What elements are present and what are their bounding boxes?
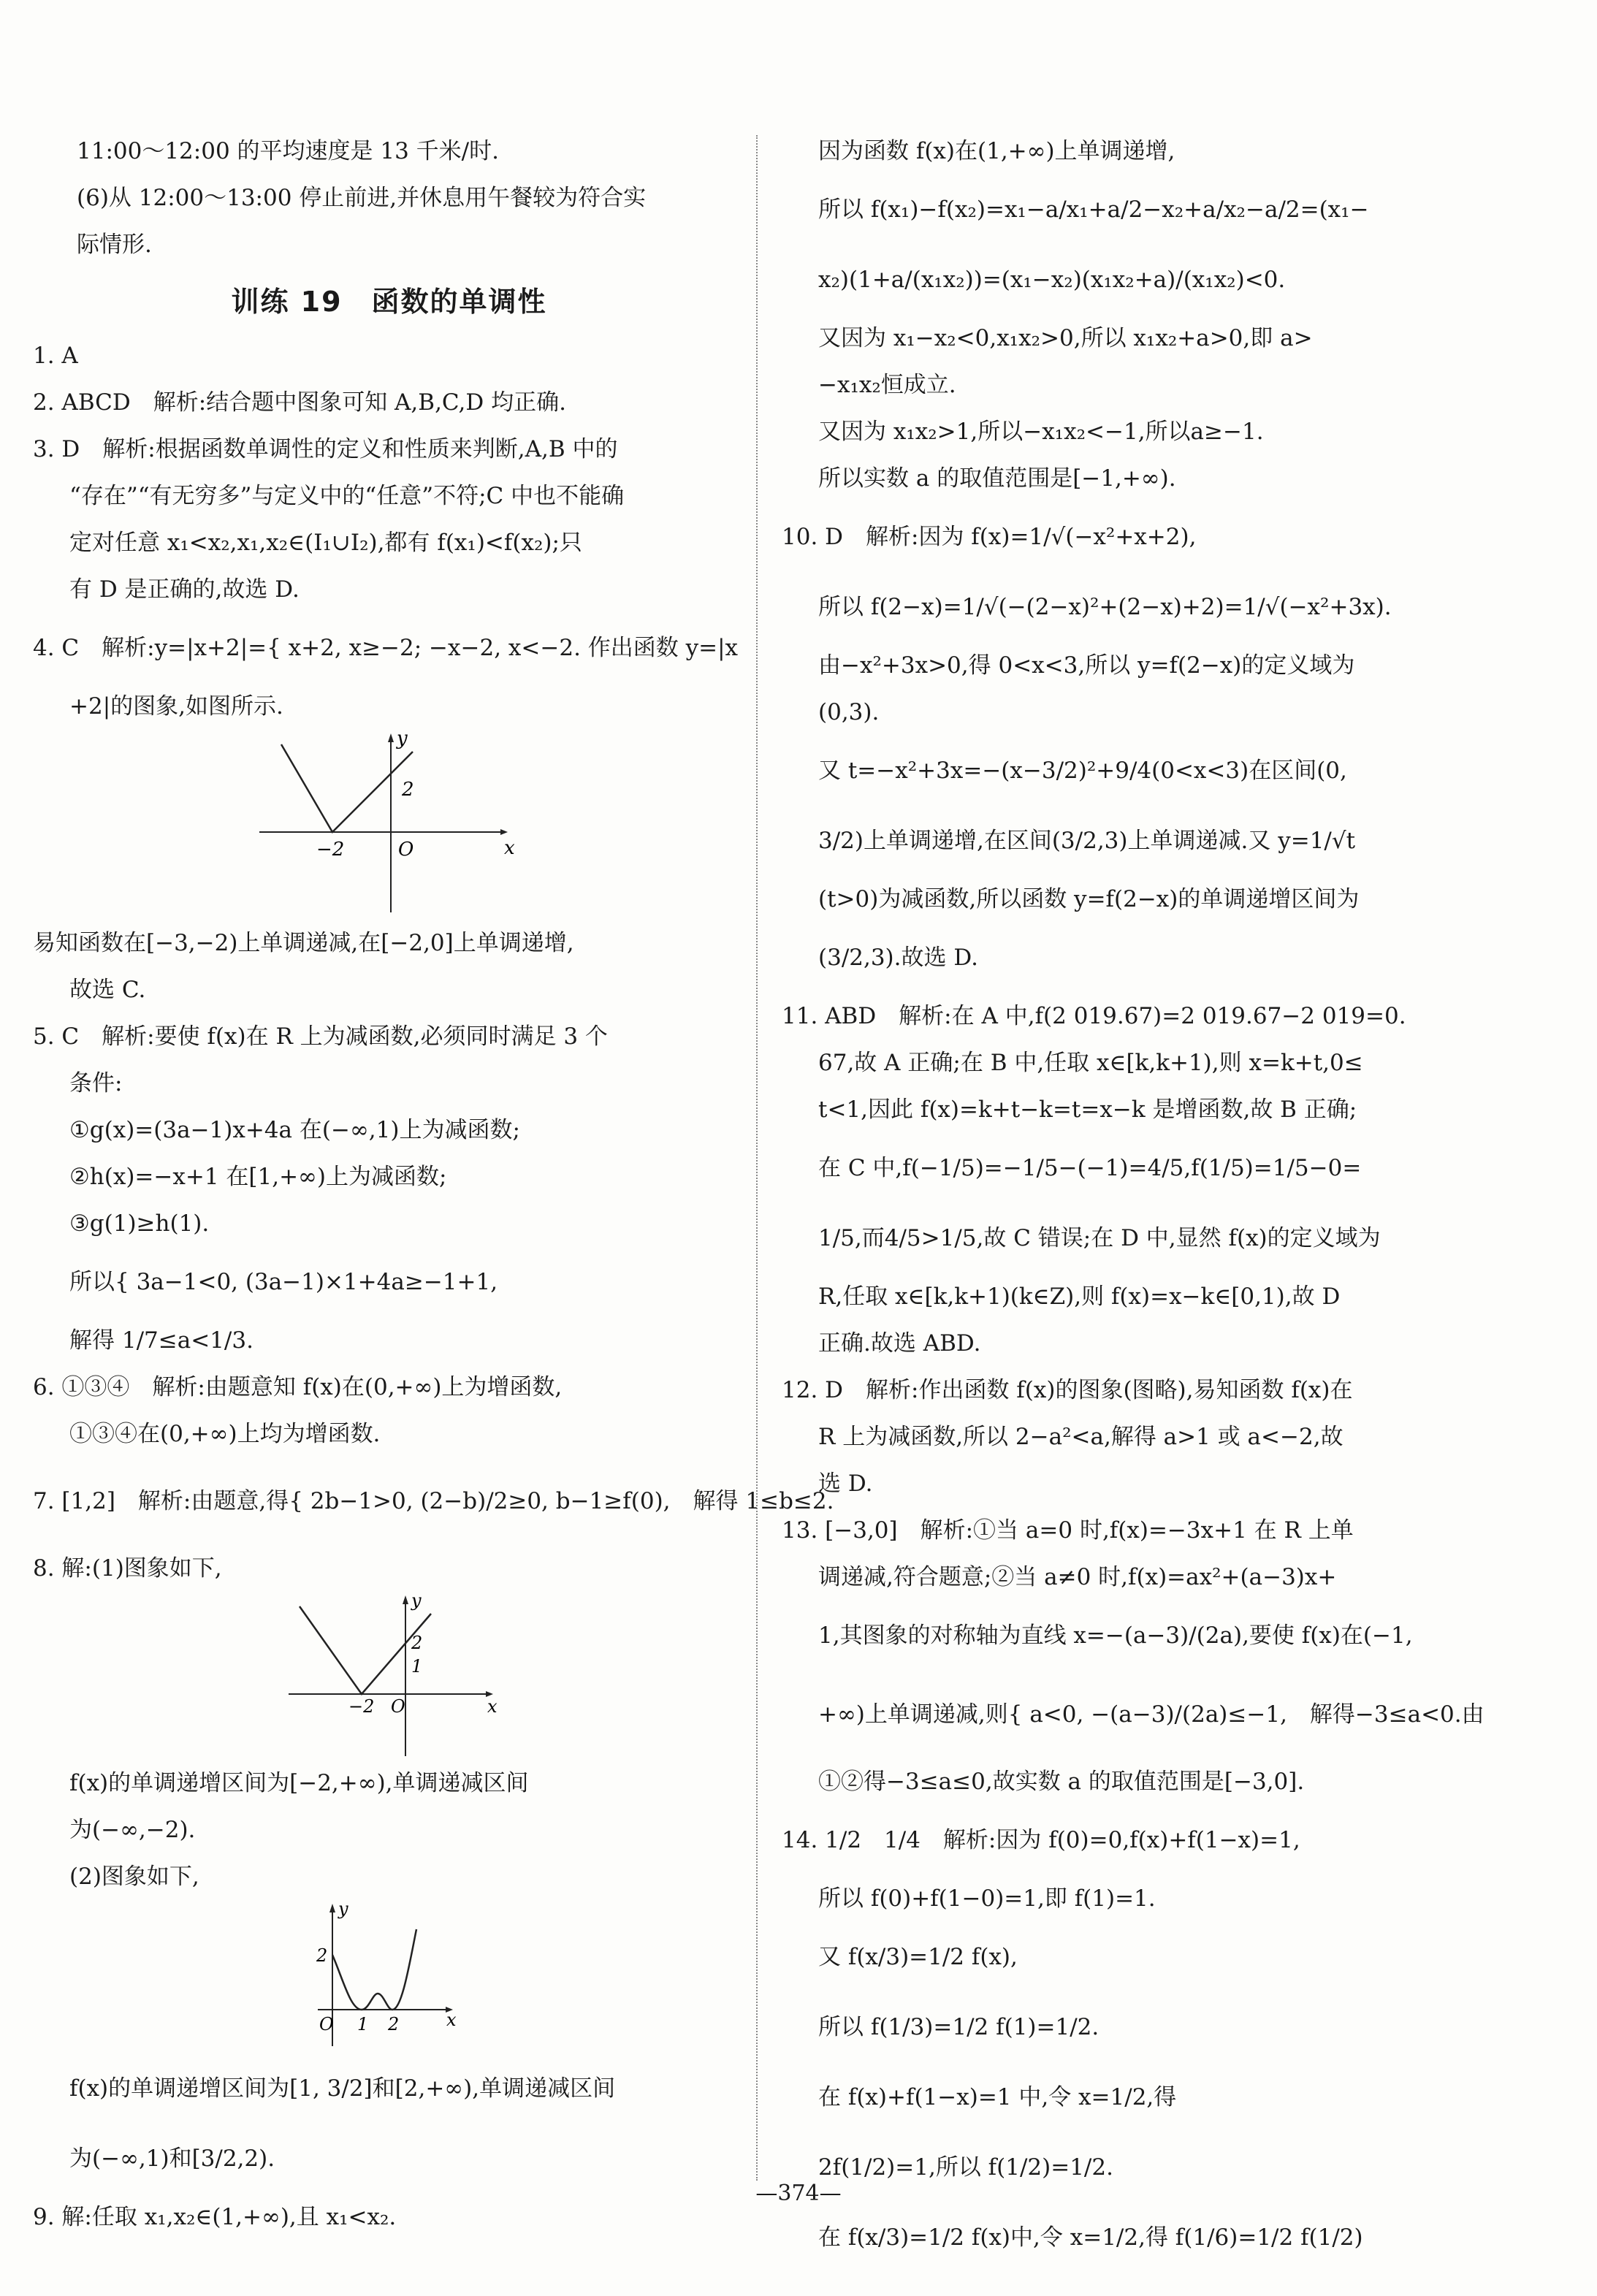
answer-7: 7. [1,2] 解析:由题意,得{ 2b−1>0, (2−b)/2≥0, b−1≥f(0), 解得 1≤b≤2. [33,1488,834,1514]
tick-label: 2 [388,2014,400,2034]
function-curve [281,744,413,832]
tick-label: −2 [316,839,345,861]
answer-11-line: R,任取 x∈[k,k+1)(k∈Z),则 f(x)=x−k∈[0,1),故 D [818,1284,1341,1310]
y-axis-arrow [329,1904,335,1912]
right-column [782,128,1505,2273]
answer-11-line: 11. ABD 解析:在 A 中,f(2 019.67)=2 019.67−2 019=0. [782,1003,1406,1029]
answer-13-line: ①②得−3≤a≤0,故实数 a 的取值范围是[−3,0]. [818,1769,1305,1795]
answer-5-line: 条件: [69,1070,123,1096]
origin-label: O [391,1696,405,1717]
answer-14-line: 又 f(x/3)=1/2 f(x), [818,1944,1018,1970]
y-axis-arrow [403,1595,408,1604]
tick-label: 2 [402,779,414,801]
answer-11-line: 1/5,而4/5>1/5,故 C 错误;在 D 中,显然 f(x)的定义域为 [818,1225,1381,1251]
answer-14-line: 在 f(x/3)=1/2 f(x)中,令 x=1/2,得 f(1/6)=1/2 f(1/2) [818,2224,1363,2251]
y-label: y [411,1592,422,1611]
answer-11-line: 67,故 A 正确;在 B 中,任取 x∈[k,k+1),则 x=k+t,0≤ [818,1050,1363,1076]
answer-10-line: (3/2,3).故选 D. [818,945,978,971]
y-label: y [338,1900,348,1919]
answer-14-line: 所以 f(1/3)=1/2 f(1)=1/2. [818,2014,1099,2040]
answer-3-line: 有 D 是正确的,故选 D. [69,576,300,603]
x-label: x [446,2010,457,2030]
answer-10-line: 10. D 解析:因为 f(x)=1/√(−x²+x+2), [782,524,1197,550]
answer-5-line: ②h(x)=−x+1 在[1,+∞)上为减函数; [69,1164,447,1190]
answer-12-line: R 上为减函数,所以 2−a²<a,解得 a>1 或 a<−2,故 [818,1424,1343,1450]
answer-2: 2. ABCD 解析:结合题中图象可知 A,B,C,D 均正确. [33,389,566,416]
answer-1: 1. A [33,343,78,369]
answer-10-line: 3/2)上单调递增,在区间(3/2,3)上单调递减.又 y=1/√t [818,828,1356,854]
answer-3-line: 定对任意 x₁<x₂,x₁,x₂∈(I₁∪I₂),都有 f(x₁)<f(x₂);只 [69,530,582,556]
tick-label: 1 [357,2014,369,2034]
answer-5-line: 5. C 解析:要使 f(x)在 R 上为减函数,必须同时满足 3 个 [33,1023,608,1050]
x-label: x [504,837,515,859]
text-line: 11:00～12:00 的平均速度是 13 千米/时. [77,138,499,164]
answer-3-line: “存在”“有无穷多”与定义中的“任意”不符;C 中也不能确 [69,483,625,509]
answer-12-line: 选 D. [818,1471,873,1497]
answer-8-line: (2)图象如下, [69,1864,199,1890]
answer-11-line: t<1,因此 f(x)=k+t−k=t=x−k 是增函数,故 B 正确; [818,1096,1357,1123]
graph-1-svg [252,730,515,920]
answer-9-line: 所以 f(x₁)−f(x₂)=x₁−a/x₁+a/2−x₂+a/x₂−a/2=(x₁− [818,197,1369,223]
text-line: (6)从 12:00～13:00 停止前进,并休息用午餐较为符合实 [77,185,647,211]
answer-14-line: 14. 1/2 1/4 解析:因为 f(0)=0,f(x)+f(1−x)=1, [782,1827,1300,1853]
answer-11-line: 正确.故选 ABD. [818,1330,981,1357]
text-line: 际情形. [77,232,152,258]
answer-5-line: ①g(x)=(3a−1)x+4a 在(−∞,1)上为减函数; [69,1117,520,1143]
tick-label: −2 [348,1696,375,1717]
origin-label: O [319,2014,334,2034]
answer-6-line: 6. ①③④ 解析:由题意知 f(x)在(0,+∞)上为增函数, [33,1374,563,1400]
answer-10-line: (t>0)为减函数,所以函数 y=f(2−x)的单调递增区间为 [818,886,1360,912]
answer-3-line: 3. D 解析:根据函数单调性的定义和性质来判断,A,B 中的 [33,436,618,462]
answer-8-line: 为(−∞,1)和[3/2,2). [69,2146,275,2172]
answer-10-line: 由−x²+3x>0,得 0<x<3,所以 y=f(2−x)的定义域为 [818,652,1355,679]
answer-6-line: ①③④在(0,+∞)上均为增函数. [69,1421,381,1447]
graph-3-svg [310,1900,457,2053]
answer-9-line: 又因为 x₁x₂>1,所以−x₁x₂<−1,所以a≥−1. [818,419,1264,445]
answer-12-line: 12. D 解析:作出函数 f(x)的图象(图略),易知函数 f(x)在 [782,1377,1353,1403]
answer-14-line: 所以 f(0)+f(1−0)=1,即 f(1)=1. [818,1885,1156,1912]
answer-9-line: 又因为 x₁−x₂<0,x₁x₂>0,所以 x₁x₂+a>0,即 a> [818,325,1313,351]
function-curve [332,1929,416,2010]
answer-8-line: 8. 解:(1)图象如下, [33,1555,222,1582]
tick-label: 1 [411,1656,423,1677]
answer-4-line: 易知函数在[−3,−2)上单调递减,在[−2,0]上单调递增, [33,930,574,956]
answer-9-line: x₂)(1+a/(x₁x₂))=(x₁−x₂)(x₁x₂+a)/(x₁x₂)<0. [818,267,1286,293]
x-axis-arrow [500,829,508,835]
answer-11-line: 在 C 中,f(−1/5)=−1/5−(−1)=4/5,f(1/5)=1/5−0= [818,1155,1362,1181]
origin-label: O [398,839,414,861]
answer-10-line: 所以 f(2−x)=1/√(−(2−x)²+(2−x)+2)=1/√(−x²+3x). [818,594,1392,620]
x-label: x [487,1696,498,1717]
y-axis-arrow [388,733,394,742]
answer-13-line: +∞)上单调递减,则{ a<0, −(a−3)/(2a)≤−1, 解得−3≤a<0.由 [818,1701,1484,1728]
answer-8-line: f(x)的单调递增区间为[−2,+∞),单调递减区间 [69,1770,529,1796]
answer-5-line: 解得 1/7≤a<1/3. [69,1327,254,1354]
answer-9-line: 因为函数 f(x)在(1,+∞)上单调递增, [818,138,1175,164]
page-number: —374— [755,2181,842,2206]
answer-10-line: (0,3). [818,699,880,725]
answer-8-line: f(x)的单调递增区间为[1, 3/2]和[2,+∞),单调递减区间 [69,2075,616,2102]
answer-13-line: 1,其图象的对称轴为直线 x=−(a−3)/(2a),要使 f(x)在(−1, [818,1622,1413,1649]
answer-8-line: 为(−∞,−2). [69,1817,196,1843]
graph-2-svg [281,1592,500,1760]
section-title: 训练 19 函数的单调性 [231,286,547,318]
tick-label: 2 [411,1633,423,1653]
answer-13-line: 调递减,符合题意;②当 a≠0 时,f(x)=ax²+(a−3)x+ [818,1564,1337,1590]
answer-4-line: 4. C 解析:y=|x+2|={ x+2, x≥−2; −x−2, x<−2. 作出函数 y=|x [33,635,739,661]
answer-9-line: −x₁x₂恒成立. [818,372,956,398]
answer-10-line: 又 t=−x²+3x=−(x−3/2)²+9/4(0<x<3)在区间(0, [818,758,1347,784]
answer-14-line: 2f(1/2)=1,所以 f(1/2)=1/2. [818,2154,1113,2181]
answer-9-line: 所以实数 a 的取值范围是[−1,+∞). [818,465,1176,492]
answer-5-line: 所以{ 3a−1<0, (3a−1)×1+4a≥−1+1, [69,1269,498,1295]
answer-4-line: 故选 C. [69,977,146,1003]
answer-13-line: 13. [−3,0] 解析:①当 a=0 时,f(x)=−3x+1 在 R 上单 [782,1517,1354,1544]
graph-abs-x-plus-2 [33,730,745,920]
y-label: y [397,730,408,750]
answer-4-line: +2|的图象,如图所示. [69,693,283,720]
answer-14-line: 在 f(x)+f(1−x)=1 中,令 x=1/2,得 [818,2084,1177,2110]
graph-8-2 [33,1900,745,2053]
answer-5-line: ③g(1)≥h(1). [69,1210,210,1237]
tick-label: 2 [316,1945,328,1966]
answer-9: 9. 解:任取 x₁,x₂∈(1,+∞),且 x₁<x₂. [33,2204,397,2230]
graph-8-1 [33,1592,745,1760]
column-divider [756,135,758,2181]
